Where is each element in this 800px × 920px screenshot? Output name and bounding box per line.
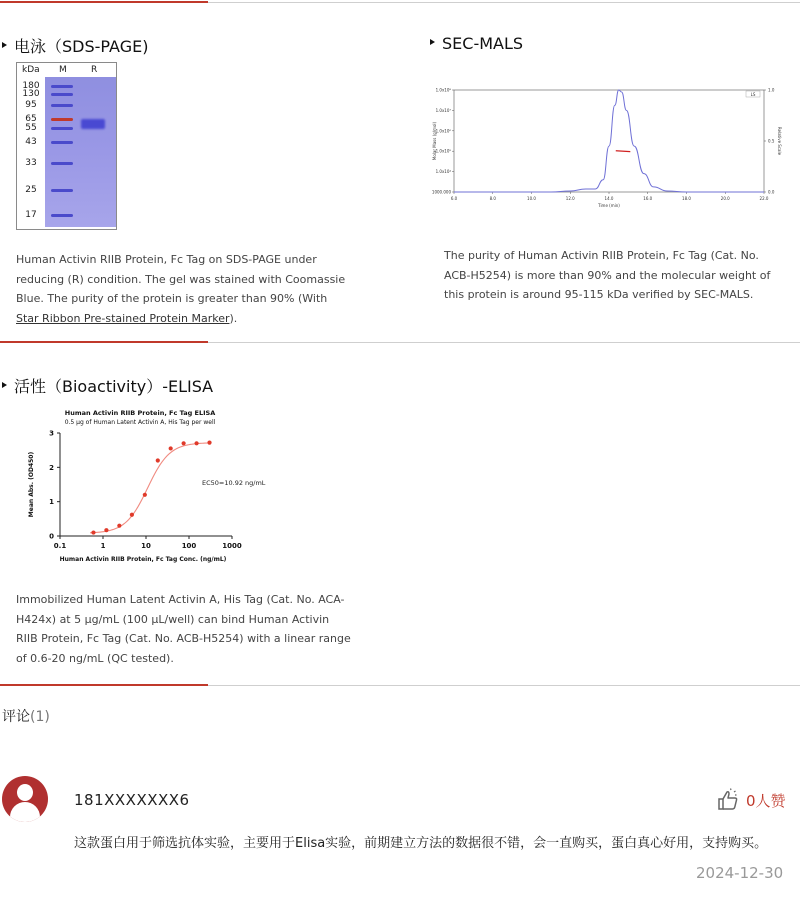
- sec-x-axis-label: Time (min): [598, 203, 620, 208]
- comments-divider: [0, 685, 800, 686]
- comments-header: 评论(1): [2, 709, 50, 725]
- sec-y-tick-label: 1.0x10⁵: [435, 148, 451, 154]
- gel-marker-label: 180: [22, 81, 40, 91]
- comment-username: 181XXXXXXX6: [74, 791, 190, 809]
- top-divider: [0, 2, 800, 3]
- gel-marker-band: [51, 162, 73, 165]
- elisa-x-tick-label: 1000: [222, 542, 242, 550]
- elisa-data-point: [91, 530, 95, 534]
- elisa-y-tick-label: 1: [49, 498, 54, 507]
- elisa-x-tick-label: 10: [141, 542, 151, 550]
- elisa-x-tick-label: 1: [100, 542, 106, 550]
- gel-header-reduced: R: [91, 65, 98, 75]
- sec-y-right-axis-label: Relative Scale: [777, 126, 782, 156]
- marker-link[interactable]: Star Ribbon Pre-stained Protein Marker: [16, 311, 230, 325]
- elisa-fit-curve: [90, 443, 209, 533]
- elisa-data-point: [156, 458, 160, 462]
- gel-marker-band: [51, 118, 73, 121]
- sec-y-axis-label: Molar Mass (g/mol): [432, 121, 437, 161]
- gel-marker-band: [51, 104, 73, 107]
- gel-marker-band: [51, 141, 73, 144]
- bullet-triangle-icon: [2, 42, 7, 48]
- elisa-y-tick-label: 0: [49, 532, 54, 541]
- sec-y-tick-label: 1.0x10⁶: [435, 128, 451, 134]
- elisa-chart: [20, 405, 280, 570]
- elisa-data-point: [143, 493, 147, 497]
- bullet-triangle-icon: [430, 39, 435, 45]
- gel-marker-label: 25: [25, 185, 37, 195]
- elisa-data-point: [104, 528, 108, 532]
- sec-legend-label: LS: [750, 92, 756, 97]
- sec-mals-title: SEC-MALS: [430, 34, 523, 53]
- elisa-y-tick-label: 2: [49, 463, 54, 472]
- gel-marker-band: [51, 127, 73, 130]
- gel-header-marker: M: [59, 65, 67, 75]
- sec-x-tick-label: 14.0: [604, 196, 614, 201]
- elisa-y-axis-label: Mean Abs. (OD450): [28, 451, 35, 518]
- gel-marker-label: 17: [25, 210, 37, 220]
- gel-header-kda: kDa: [22, 65, 40, 75]
- elisa-y-tick-label: 3: [49, 429, 54, 438]
- gel-marker-label: 130: [22, 89, 40, 99]
- gel-marker-band: [51, 93, 73, 96]
- elisa-description: Immobilized Human Latent Activin A, His Tag (Cat. No. ACA-H424x) at 5 μg/mL (100 μL/well) can bind Human Activin RIIB Protein, Fc Tag (Cat. No. ACB-H5254) with a linear range of 0.6-20 ng/mL (QC tested).: [16, 593, 351, 665]
- elisa-data-point: [182, 441, 186, 445]
- elisa-data-point: [194, 441, 198, 445]
- sec-y-right-tick-label: 0.0: [768, 189, 775, 195]
- sec-mals-chart: [428, 80, 782, 210]
- comment-date: 2024-12-30: [696, 864, 784, 882]
- sec-x-tick-label: 12.0: [565, 196, 575, 201]
- sec-x-tick-label: 18.0: [682, 196, 691, 201]
- elisa-ec50-label: EC50=10.92 ng/mL: [202, 479, 266, 487]
- gel-marker-label: 55: [25, 123, 37, 133]
- elisa-chart-subtitle: 0.5 μg of Human Latent Activin A, His Tag per well: [64, 419, 216, 426]
- elisa-chart-title: Human Activin RIIB Protein, Fc Tag ELISA: [64, 409, 216, 417]
- sec-y-right-tick-label: 0.5: [768, 138, 775, 144]
- sec-x-tick-label: 10.0: [527, 196, 536, 201]
- sec-x-tick-label: 16.0: [643, 196, 653, 201]
- gel-sample-band: [81, 119, 105, 129]
- thumbs-up-icon: [716, 788, 740, 812]
- sec-x-tick-label: 6.0: [450, 196, 458, 201]
- elisa-data-point: [207, 441, 211, 445]
- sds-gel-image: [16, 62, 117, 230]
- sec-y-tick-label: 1000.000: [431, 189, 451, 195]
- sec-mals-description: The purity of Human Activin RIIB Protein, Fc Tag (Cat. No. ACB-H5254) is more than 90% and the molecular weight of this protein is around 95-115 kDa verified by SEC-MALS.: [444, 249, 771, 301]
- gel-marker-label: 33: [25, 158, 37, 168]
- sec-molar-mass-line: [616, 151, 631, 152]
- elisa-x-tick-label: 100: [181, 542, 197, 550]
- comment-text: 这款蛋白用于筛选抗体实验，主要用于Elisa实验，前期建立方法的数据很不错，会一直购买，蛋白真心好用，支持购买。: [74, 836, 768, 851]
- elisa-data-point: [169, 446, 173, 450]
- gel-marker-label: 65: [25, 114, 37, 124]
- sec-x-tick-label: 20.0: [720, 196, 730, 201]
- sec-x-tick-label: 8.0: [489, 196, 496, 201]
- sec-ls-trace: [454, 90, 764, 192]
- sec-y-tick-label: 1.0x10⁸: [435, 87, 451, 93]
- gel-lanes: [45, 77, 116, 227]
- elisa-title: 活性（Bioactivity）-ELISA: [2, 374, 213, 397]
- gel-marker-band: [51, 85, 73, 88]
- gel-marker-band: [51, 214, 73, 217]
- like-button[interactable]: [716, 788, 786, 812]
- sec-y-tick-label: 1.0x10⁴: [435, 169, 451, 175]
- sds-description: Human Activin RIIB Protein, Fc Tag on SDS-PAGE under reducing (R) condition. The gel was stained with Coomassie Blue. The purity of the protein is greater than 90% (With Star Ribbon Pre-stained Protein Marker).: [16, 253, 346, 325]
- sec-plot-frame: [454, 90, 764, 192]
- gel-marker-label: 43: [25, 137, 37, 147]
- section-divider: [0, 342, 800, 343]
- avatar: [2, 776, 48, 822]
- sec-y-right-tick-label: 1.0: [768, 87, 775, 93]
- gel-marker-band: [51, 189, 73, 192]
- like-count: 0人赞: [746, 791, 786, 810]
- sec-x-tick-label: 22.0: [759, 196, 769, 201]
- elisa-x-axis-label: Human Activin RIIB Protein, Fc Tag Conc. (ng/mL): [59, 556, 227, 563]
- bullet-triangle-icon: [2, 382, 7, 388]
- sds-page-title: 电泳（SDS-PAGE): [2, 34, 148, 57]
- elisa-data-point: [117, 524, 121, 528]
- elisa-data-point: [130, 513, 134, 517]
- sec-y-tick-label: 1.0x10⁷: [435, 107, 451, 113]
- elisa-x-tick-label: 0.1: [53, 542, 67, 550]
- gel-marker-label: 95: [25, 100, 37, 110]
